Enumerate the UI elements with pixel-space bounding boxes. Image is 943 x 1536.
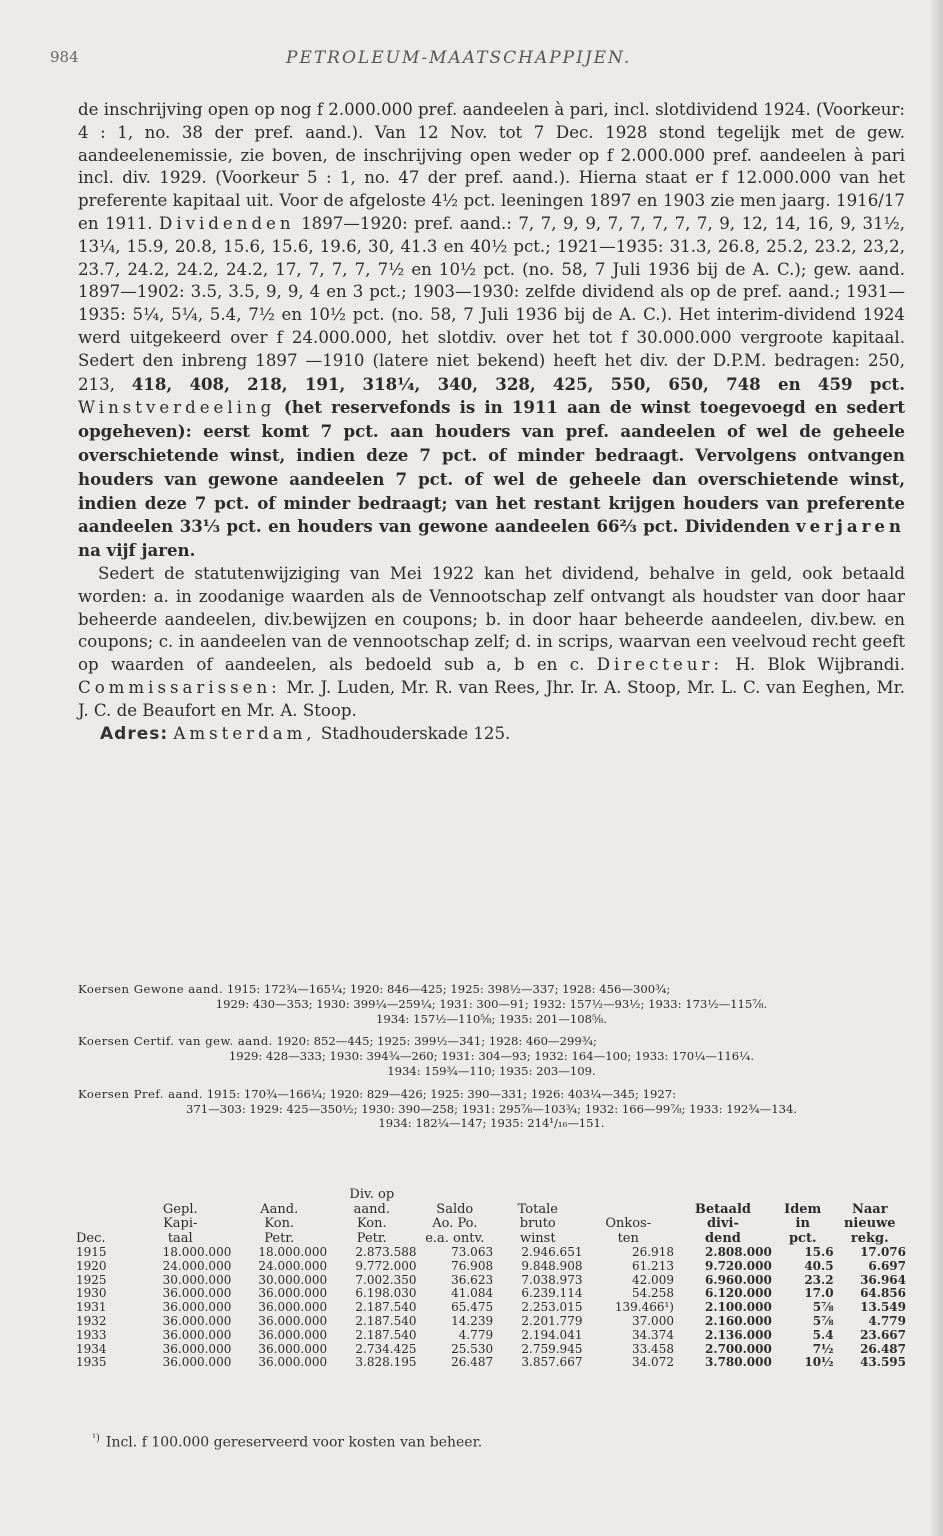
profit-distribution-text: (het reservefonds is in 1911 aan de winst toegevoegd en sedert opgeheven): eerst komt 7 pct. aan houders van pref. aandeelen of wel de geheele overschietende winst, indien deze 7 pct. of minder bedraagt. Vervolgens ontvangen houders van gewone aandeelen 7 pct. of wel de geheele dan overschietende winst, indien deze 7 pct. of minder bedraagt; van het restant krijgen houders van preferente aandeelen 33⅓ pct. en houders van gewone aandeelen 66⅔ pct. Dividenden: [78, 397, 905, 537]
table-cell: 1931: [76, 1300, 107, 1315]
table-header-cell: Totale: [517, 1201, 558, 1217]
paragraph-address: [78, 723, 905, 746]
page-edge-shadow: [929, 0, 943, 1536]
adres-street: Stadhouderskade 125.: [320, 723, 511, 743]
directeur-name: H. Blok Wijbrandi.: [735, 655, 905, 675]
table-row: [76, 1287, 906, 1301]
table-cell: 2.187.540: [355, 1300, 417, 1315]
table-cell: 41.084: [451, 1286, 494, 1301]
table-cell: 7.038.973: [521, 1272, 583, 1287]
table-cell: 36.000.000: [162, 1355, 232, 1370]
table-header-cell: winst: [520, 1230, 556, 1246]
table-cell: 36.000.000: [258, 1313, 328, 1328]
table-header-cell: [76, 1188, 129, 1203]
table-cell: 30.000.000: [258, 1272, 328, 1287]
table-cell: 17.076: [860, 1245, 906, 1259]
quote-pref: [78, 1087, 905, 1131]
table-header-row: [76, 1203, 906, 1218]
table-header-cell: pct.: [788, 1230, 817, 1246]
table-cell: 34.374: [631, 1327, 674, 1342]
table-cell: 64.856: [860, 1286, 906, 1301]
table-cell: 2.100.000: [705, 1300, 772, 1315]
table-cell: 6.120.000: [705, 1286, 772, 1301]
table-body: [76, 1246, 906, 1370]
table-header-cell: [493, 1188, 582, 1203]
table-cell: 26.487: [451, 1355, 494, 1370]
table-cell: 2.160.000: [705, 1313, 772, 1328]
winstverdeeling-label: Winstverdeeling: [78, 398, 276, 418]
table-cell: 5⅞: [812, 1300, 834, 1315]
table-cell: 9.848.908: [521, 1258, 583, 1273]
dpm-dividend-figures: 418, 408, 218, 191, 318¼, 340, 328, 425, 550, 650, 748 en 459 pct.: [131, 373, 905, 394]
table-cell: 9.772.000: [355, 1258, 417, 1273]
table-cell: 36.000.000: [258, 1327, 328, 1342]
quote-certif: [78, 1034, 905, 1078]
quote-line: 1920: 852—445; 1925: 399½—341; 1928: 460—299¾;: [276, 1034, 597, 1049]
table-header-cell: aand.: [353, 1201, 390, 1217]
table-cell: 5.4: [812, 1327, 834, 1342]
table-cell: 76.908: [451, 1258, 494, 1273]
table-cell: 2.187.540: [355, 1327, 417, 1342]
table-cell: 5⅞: [812, 1313, 834, 1328]
table-cell: 139.466¹): [614, 1300, 674, 1315]
table-header-cell: [231, 1188, 327, 1203]
quote-line: 371—303: 1929: 425—350½; 1930: 390—258; 1931: 295⅞—103¾; 1932: 166—99⅞; 1933: 192¾—134.: [185, 1101, 798, 1116]
quote-line: 1915: 170¾—166¼; 1920: 829—426; 1925: 390—331; 1926: 403¼—345; 1927:: [206, 1086, 677, 1101]
header-title: PETROLEUM-MAATSCHAPPIJEN.: [286, 48, 632, 68]
adres-label: Adres:: [100, 723, 169, 744]
table-cell: 33.458: [631, 1341, 674, 1356]
table-cell: 36.000.000: [162, 1327, 232, 1342]
table-cell: 6.697: [868, 1258, 906, 1273]
table-cell: 15.6: [804, 1245, 834, 1259]
table-row: [76, 1246, 906, 1260]
table-cell: 36.000.000: [162, 1341, 232, 1356]
table-cell: 24.000.000: [162, 1258, 232, 1273]
table-cell: 2.759.945: [521, 1341, 583, 1356]
table-row: [76, 1315, 906, 1329]
table-cell: 3.828.195: [355, 1355, 417, 1370]
table-header-cell: [76, 1217, 129, 1232]
table-header-row: [76, 1232, 906, 1247]
table-header-cell: in: [795, 1216, 810, 1231]
table-header-cell: Kapi-: [163, 1216, 198, 1231]
table-cell: 2.194.041: [521, 1327, 583, 1342]
table-cell: 2.187.540: [355, 1313, 417, 1328]
dividend-history: 1897—1920: pref. aand.: 7, 7, 9, 9, 7, 7, 7, 7, 7, 9, 12, 14, 16, 9, 31½, 13¼, 15.9, 20.8, 15.6, 15.6, 19.6, 30, 41.3 en 40½ pct.; 1921—1935: 31.3, 26.8, 25.2, 23.2, 23,2, 23.7, 24.2, 24.2, 24.2, 17, 7, 7, 7, 7½ en 10½ pct. (no. 58, 7 Juli 1936 bij de A. C.); gew. aand. 1897—1902: 3.5, 3.5, 9, 9, 4 en 3 pct.; 1903—1930: zelfde dividend als op de pref. aand.; 1931—1935: 5¼, 5¼, 5.4, 7½ en 10½ pct. (no. 58, 7 Juli 1936 bij de A. C.). Het interim-dividend 1924 werd uitgekeerd over f 24.000.000, het slotdiv. over het tot f 30.000.000 vergroote kapitaal. Sedert den inbreng 1897 —1910 (latere niet bekend) heeft het div. der D.P.M. bedragen: 250, 213,: [78, 213, 905, 394]
table-row: [76, 1274, 906, 1288]
body-text: [78, 99, 905, 745]
table-header-cell: Div. op: [349, 1187, 395, 1202]
table-header-cell: bruto: [519, 1216, 556, 1231]
table-cell: 36.000.000: [258, 1341, 328, 1356]
table-cell: 36.000.000: [162, 1313, 232, 1328]
table-cell: 54.258: [631, 1286, 674, 1301]
table-header-row: [76, 1217, 906, 1232]
table-header-cell: Kon.: [356, 1216, 387, 1231]
table-cell: 4.779: [458, 1327, 494, 1342]
table-header-cell: Idem: [784, 1201, 822, 1217]
table-cell: 1935: [76, 1355, 107, 1370]
table-cell: 2.201.779: [521, 1313, 583, 1328]
capital-text: de inschrijving open op nog f 2.000.000 pref. aandeelen à pari, incl. slotdividend 1924. (Voorkeur: 4 : 1, no. 38 der pref. aand.). Van 12 Nov. tot 7 Dec. 1928 stond tegelijk met de gew. aandeelenemissie, zie boven, de inschrijving open weder op f 2.000.000 pref. aandeelen à pari incl. div. 1929. (Voorkeur 5 : 1, no. 47 der pref. aand.). Hierna staat er f 12.000.000 van het preferente kapitaal uit. Voor de afgeloste 4½ pct. leeningen 1897 en 1903 zie men jaarg. 1916/17 en 1911.: [78, 100, 905, 233]
table-cell: 1934: [76, 1341, 107, 1356]
table-header-cell: [772, 1188, 834, 1203]
quote-line: 1934: 159¾—110; 1935: 203—109.: [387, 1063, 596, 1078]
quote-line: 1929: 428—333; 1930: 394¾—260; 1931: 304—93; 1932: 164—100; 1933: 170¼—116¼.: [228, 1049, 755, 1064]
quote-label: Koersen Pref. aand.: [78, 1086, 204, 1101]
table-cell: 61.213: [631, 1258, 674, 1273]
table-header-cell: Betaald: [694, 1201, 751, 1217]
table-cell: 1932: [76, 1313, 107, 1328]
table-cell: 36.000.000: [162, 1286, 232, 1301]
table-cell: 1920: [76, 1258, 107, 1273]
running-header: [50, 48, 905, 72]
table-cell: 1933: [76, 1327, 107, 1342]
table-cell: 36.964: [860, 1272, 906, 1287]
table-cell: 36.000.000: [258, 1300, 328, 1315]
table-cell: 23.667: [860, 1327, 906, 1342]
table-header-cell: ten: [617, 1230, 639, 1246]
footnote-text: Incl. f 100.000 gereserveerd voor kosten van beheer.: [105, 1434, 483, 1451]
table-header-cell: Petr.: [356, 1230, 387, 1246]
adres-city: Amsterdam,: [173, 723, 316, 743]
table-cell: 65.475: [451, 1300, 494, 1315]
table-header-cell: Dec.: [76, 1230, 106, 1246]
table-header-cell: [582, 1188, 674, 1203]
table-header-cell: e.a. ontv.: [425, 1230, 485, 1246]
table-header-cell: rekg.: [850, 1230, 889, 1246]
table-header-cell: Ao. Po.: [432, 1216, 478, 1231]
quote-label: Koersen Gewone aand.: [78, 982, 224, 996]
dividenden-label: Dividenden: [159, 213, 295, 233]
table-cell: 3.780.000: [705, 1355, 772, 1370]
table-header-cell: [674, 1188, 772, 1203]
verjaren-label: verjaren: [795, 516, 905, 537]
table-cell: 2.808.000: [705, 1245, 772, 1259]
table-cell: 6.960.000: [705, 1272, 772, 1287]
table-row: [76, 1356, 906, 1370]
quote-gewone: [78, 982, 905, 1026]
table-cell: 37.000: [631, 1313, 674, 1328]
table-cell: 36.623: [451, 1272, 494, 1287]
table-header-cell: Gepl.: [162, 1201, 198, 1217]
quote-line: 1934: 182¼—147; 1935: 214¹/₁₆—151.: [378, 1116, 605, 1131]
table-header: [76, 1188, 906, 1246]
table-cell: 10½: [804, 1355, 834, 1370]
table-header-cell: Saldo: [436, 1201, 474, 1217]
quote-line: 1934: 157½—110⅝; 1935: 201—108⅝.: [376, 1011, 607, 1026]
quote-label: Koersen Certif. van gew. aand.: [78, 1034, 273, 1049]
table-header-cell: Petr.: [264, 1230, 295, 1246]
table-header-row: [76, 1188, 906, 1203]
statutes-text: Sedert de statutenwijziging van Mei 1922 kan het dividend, behalve in geld, ook betaald worden: a. in zoodanige waarden als de Vennootschap zelf ontvangt als houdster van door haar beheerde aandeelen, div.bewijzen en coupons; b. in door haar beheerde aandeelen, div.bew. en coupons; c. in aandeelen van de vennootschap zelf; d. in scrips, waarvan een veelvoud recht geeft op waarden of aandeelen, als bedoeld sub a, b en c.: [78, 563, 905, 675]
stock-quotes: [78, 982, 905, 1139]
table-cell: 24.000.000: [258, 1258, 328, 1273]
table-cell: 9.720.000: [705, 1258, 772, 1273]
table-header-cell: taal: [167, 1230, 193, 1246]
table-cell: 25.530: [451, 1341, 494, 1356]
table-header-cell: [76, 1203, 129, 1218]
table-cell: 26.918: [631, 1245, 674, 1259]
financial-table: [76, 1188, 906, 1370]
table-header-cell: dend: [704, 1230, 741, 1246]
table-cell: 4.779: [868, 1313, 906, 1328]
table-cell: 7.002.350: [355, 1272, 417, 1287]
table-cell: 40.5: [804, 1258, 834, 1273]
table-cell: 18.000.000: [162, 1245, 232, 1259]
table-cell: 30.000.000: [162, 1272, 232, 1287]
table-cell: 36.000.000: [162, 1300, 232, 1315]
table-row: [76, 1343, 906, 1357]
table-cell: 42.009: [631, 1272, 674, 1287]
table-cell: 1930: [76, 1286, 107, 1301]
table-cell: 1925: [76, 1272, 107, 1287]
table-header-cell: [129, 1188, 231, 1203]
table-cell: 17.0: [804, 1286, 834, 1301]
quote-line: 1915: 172¾—165¼; 1920: 846—425; 1925: 398½—337; 1928: 456—300¾;: [226, 982, 671, 996]
table-cell: 6.239.114: [521, 1286, 583, 1301]
table-header-cell: nieuwe: [843, 1216, 896, 1231]
table-cell: 34.072: [631, 1355, 674, 1370]
table-cell: 3.857.667: [521, 1355, 583, 1370]
paragraph-dividends: [78, 99, 905, 563]
paragraph-statutes: [78, 563, 905, 723]
quote-line: 1929: 430—353; 1930: 399¼—259¼; 1931: 300—91; 1932: 157½—93½; 1933: 173½—115⅞.: [215, 996, 768, 1011]
table-cell: 2.873.588: [355, 1245, 417, 1259]
table-header-cell: Kon.: [264, 1216, 295, 1231]
table-cell: 2.136.000: [705, 1327, 772, 1342]
table-cell: 1915: [76, 1245, 107, 1259]
table-cell: 36.000.000: [258, 1355, 328, 1370]
commissarissen-names: Mr. J. Luden, Mr. R. van Rees, Jhr. Ir. A. Stoop, Mr. L. C. van Eeghen, Mr. J. C. de Beaufort en Mr. A. Stoop.: [78, 677, 905, 720]
table-header-cell: [834, 1188, 906, 1203]
table-cell: 23.2: [804, 1272, 834, 1287]
table-cell: 73.063: [451, 1245, 494, 1259]
table-header-cell: [416, 1188, 493, 1203]
table-row: [76, 1301, 906, 1315]
table-header-cell: [582, 1203, 674, 1218]
table-cell: 7½: [812, 1341, 834, 1356]
table-cell: 2.253.015: [521, 1300, 583, 1315]
page-number: 984: [50, 48, 79, 66]
table-cell: 2.946.651: [521, 1245, 583, 1259]
table-cell: 2.700.000: [705, 1341, 772, 1356]
table-cell: 13.549: [860, 1300, 906, 1315]
table-row: [76, 1260, 906, 1274]
footnote: [92, 1433, 482, 1451]
table-header-cell: divi-: [706, 1216, 739, 1231]
verjaren-text: na vijf jaren.: [78, 540, 196, 561]
table-cell: 14.239: [451, 1313, 494, 1328]
directeur-label: Directeur:: [596, 655, 724, 675]
table-cell: 6.198.030: [355, 1286, 417, 1301]
table-header-cell: Onkos-: [605, 1216, 652, 1231]
table-cell: 43.595: [860, 1355, 906, 1370]
commissarissen-label: Commissarissen:: [78, 677, 281, 697]
footnote-mark: ¹): [92, 1433, 100, 1444]
table-cell: 2.734.425: [355, 1341, 417, 1356]
table-row: [76, 1329, 906, 1343]
table-cell: 36.000.000: [258, 1286, 328, 1301]
table-cell: 26.487: [860, 1341, 906, 1356]
table-cell: 18.000.000: [258, 1245, 328, 1259]
table-header-cell: Aand.: [260, 1201, 299, 1217]
table-header-cell: Naar: [851, 1201, 888, 1217]
